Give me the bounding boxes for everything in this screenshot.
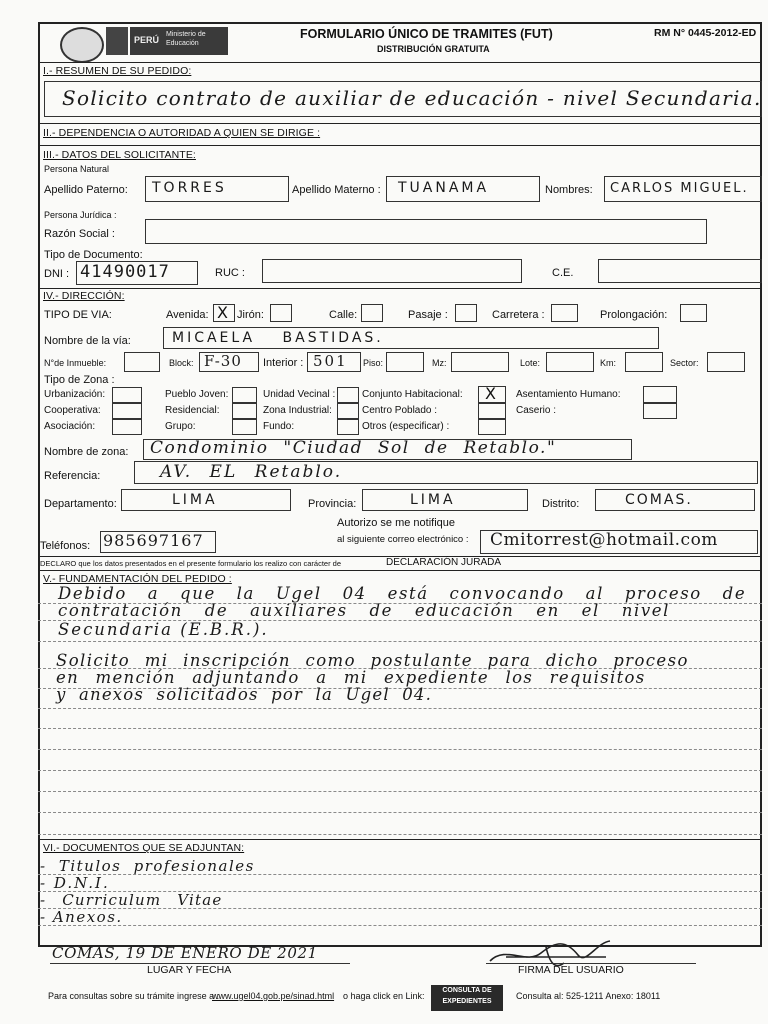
- calle-label: Calle:: [329, 309, 358, 321]
- lugar-fecha-label: LUGAR Y FECHA: [147, 964, 232, 976]
- footer-consultas: Para consultas sobre su trámite ingrese a :: [48, 991, 220, 1001]
- provincia-label: Provincia:: [308, 498, 357, 510]
- unidad-vecinal-checkbox[interactable]: [337, 387, 359, 403]
- conjunto-habitacional-label: Conjunto Habitacional:: [362, 389, 463, 400]
- ruled-line: [38, 728, 762, 729]
- inmueble-field[interactable]: [124, 352, 160, 372]
- ruled-line: [38, 708, 762, 709]
- zona-industrial-checkbox[interactable]: [337, 403, 359, 419]
- avenida-label: Avenida:: [166, 309, 209, 321]
- ce-label: C.E.: [552, 267, 574, 279]
- pueblo-joven-checkbox[interactable]: [232, 387, 257, 403]
- ministry-label: Ministerio de Educación: [166, 31, 206, 47]
- apellido-materno-value: TUANAMA: [398, 180, 490, 196]
- fundo-checkbox[interactable]: [337, 419, 359, 435]
- apellido-materno-label: Apellido Materno :: [292, 184, 381, 196]
- calle-checkbox[interactable]: [361, 304, 383, 322]
- coat-of-arms-icon: [106, 27, 128, 55]
- autorizo-email-label: al siguiente correo electrónico :: [337, 534, 469, 545]
- departamento-value: LIMA: [172, 492, 218, 508]
- autorizo-label: Autorizo se me notifique: [337, 517, 456, 529]
- peru-label: PERÚ: [134, 35, 160, 45]
- documento-item: - D.N.I.: [40, 874, 110, 892]
- documento-item: - Anexos.: [40, 908, 123, 926]
- divider: [38, 145, 762, 146]
- cooperativa-label: Cooperativa:: [44, 405, 101, 416]
- conjunto-check-mark: X: [485, 384, 496, 403]
- documento-item: - Curriculum Vitae: [40, 891, 223, 909]
- razon-social-field[interactable]: [145, 219, 707, 244]
- tipo-documento-label: Tipo de Documento:: [44, 249, 143, 261]
- ruled-line: [38, 925, 762, 926]
- ruled-line: [38, 749, 762, 750]
- fundamentacion-line: Secundaria (E.B.R.).: [58, 620, 269, 639]
- section-5-heading: V.- FUNDAMENTACIÓN DEL PEDIDO :: [43, 573, 232, 585]
- form-subtitle: DISTRIBUCIÓN GRATUITA: [377, 44, 490, 54]
- ruled-line: [38, 834, 762, 835]
- caserio-checkbox[interactable]: [643, 403, 677, 419]
- telefonos-value: 985697167: [103, 531, 204, 550]
- divider: [38, 62, 762, 63]
- divider: [38, 839, 762, 840]
- interior-label: Interior :: [263, 357, 304, 369]
- referencia-value: AV. EL Retablo.: [160, 462, 343, 482]
- ruc-field[interactable]: [262, 259, 522, 283]
- distrito-label: Distrito:: [542, 498, 580, 510]
- departamento-label: Departamento:: [44, 498, 117, 510]
- ruled-line: [38, 791, 762, 792]
- cooperativa-checkbox[interactable]: [112, 403, 142, 419]
- pueblo-joven-label: Pueblo Joven:: [165, 389, 229, 400]
- razon-social-label: Razón Social :: [44, 228, 115, 240]
- otros-label: Otros (especificar) :: [362, 421, 450, 432]
- jiron-checkbox[interactable]: [270, 304, 292, 322]
- persona-juridica-label: Persona Jurídica :: [44, 210, 117, 220]
- block-value: F-30: [204, 352, 242, 370]
- grupo-checkbox[interactable]: [232, 419, 257, 435]
- caserio-label: Caserio :: [516, 405, 557, 416]
- asentamiento-humano-checkbox[interactable]: [643, 386, 677, 403]
- ruc-label: RUC :: [215, 267, 245, 279]
- section-1-heading: I.- RESUMEN DE SU PEDIDO:: [43, 65, 192, 77]
- referencia-label: Referencia:: [44, 470, 101, 482]
- dni-value: 41490017: [80, 262, 170, 282]
- section-2-heading: II.- DEPENDENCIA O AUTORIDAD A QUIEN SE DIRIGE :: [43, 127, 321, 139]
- telefonos-label: Teléfonos:: [40, 540, 91, 552]
- km-field[interactable]: [625, 352, 663, 372]
- provincia-value: LIMA: [410, 492, 456, 508]
- lugar-fecha-value: COMAS, 19 DE ENERO DE 2021: [52, 944, 318, 962]
- ruled-line: [38, 770, 762, 771]
- ruled-line: [38, 812, 762, 813]
- form-title: FORMULARIO ÚNICO DE TRAMITES (FUT): [300, 27, 553, 41]
- ruled-line: [38, 641, 762, 642]
- fundamentacion-line: en mención adjuntando a mi expediente los requisitos: [56, 668, 646, 687]
- mz-label: Mz:: [432, 358, 447, 368]
- consulta-expedientes-link[interactable]: CONSULTA DE EXPEDIENTES: [431, 985, 503, 1011]
- urbanizacion-label: Urbanización:: [44, 389, 106, 400]
- rm-number: RM N° 0445-2012-ED: [654, 27, 757, 39]
- persona-natural-label: Persona Natural: [44, 164, 110, 174]
- divider: [38, 123, 762, 124]
- asociacion-checkbox[interactable]: [112, 419, 142, 435]
- declaracion-jurada: DECLARACIÓN JURADA: [386, 557, 502, 568]
- fundamentacion-line: Solicito mi inscripción como postulante para dicho proceso: [56, 651, 689, 670]
- apellido-paterno-value: TORRES: [152, 180, 227, 196]
- pasaje-checkbox[interactable]: [455, 304, 477, 322]
- asentamiento-humano-label: Asentamiento Humano:: [516, 389, 621, 400]
- fundo-label: Fundo:: [263, 421, 295, 432]
- fundamentacion-line: y anexos solicitados por la Ugel 04.: [56, 685, 433, 704]
- email-value: Cmitorrest@hotmail.com: [490, 530, 718, 550]
- centro-poblado-label: Centro Poblado :: [362, 405, 438, 416]
- lote-field[interactable]: [546, 352, 594, 372]
- sector-field[interactable]: [707, 352, 745, 372]
- footer-click: o haga click en Link:: [343, 991, 425, 1001]
- residencial-checkbox[interactable]: [232, 403, 257, 419]
- centro-poblado-checkbox[interactable]: [478, 403, 506, 419]
- distrito-value: COMAS.: [625, 492, 693, 508]
- firma-label: FIRMA DEL USUARIO: [518, 964, 624, 976]
- tipo-zona-label: Tipo de Zona :: [44, 374, 115, 386]
- footer-url-link[interactable]: www.ugel04.gob.pe/sinad.html: [212, 991, 335, 1001]
- section-4-heading: IV.- DIRECCIÓN:: [43, 290, 125, 302]
- residencial-label: Residencial:: [165, 405, 220, 416]
- tipo-via-label: TIPO DE VIA:: [44, 309, 112, 321]
- prolongacion-label: Prolongación:: [600, 309, 668, 321]
- footer-telefono: Consulta al: 525-1211 Anexo: 18011: [516, 991, 661, 1001]
- fundamentacion-line: Debido a que la Ugel 04 está convocando al proceso de: [58, 584, 747, 603]
- piso-field[interactable]: [386, 352, 424, 372]
- nombre-zona-value: Condominio "Ciudad Sol de Retablo.": [150, 438, 557, 458]
- sector-label: Sector:: [670, 358, 699, 368]
- nombres-label: Nombres:: [545, 184, 593, 196]
- interior-value: 501: [313, 352, 348, 370]
- fundamentacion-line: contratación de auxiliares de educación en el nivel: [58, 601, 671, 620]
- block-label: Block:: [169, 358, 194, 368]
- nombres-value: CARLOS MIGUEL.: [610, 181, 749, 196]
- prolongacion-checkbox[interactable]: [680, 304, 707, 322]
- ce-field[interactable]: [598, 259, 762, 283]
- pasaje-label: Pasaje :: [408, 309, 448, 321]
- section-3-heading: III.- DATOS DEL SOLICITANTE:: [43, 149, 196, 161]
- nombre-zona-label: Nombre de zona:: [44, 446, 129, 458]
- carretera-checkbox[interactable]: [551, 304, 578, 322]
- zona-industrial-label: Zona Industrial:: [263, 405, 332, 416]
- nombre-via-value: MICAELA BASTIDAS.: [172, 330, 384, 346]
- jiron-label: Jirón:: [237, 309, 264, 321]
- pedido-text: Solicito contrato de auxiliar de educación - nivel Secundaria.: [62, 86, 762, 110]
- apellido-paterno-label: Apellido Paterno:: [44, 184, 128, 196]
- piso-label: Piso:: [363, 358, 384, 368]
- documento-item: - Titulos profesionales: [40, 857, 255, 875]
- nombre-via-label: Nombre de la vía:: [44, 335, 131, 347]
- mz-field[interactable]: [451, 352, 509, 372]
- lote-label: Lote:: [520, 358, 541, 368]
- grupo-label: Grupo:: [165, 421, 196, 432]
- km-label: Km:: [600, 358, 617, 368]
- declaro-text: DECLARO que los datos presentados en el presente formulario los realizo con carácter de: [40, 559, 341, 568]
- otros-field[interactable]: [478, 419, 506, 435]
- divider: [38, 288, 762, 289]
- carretera-label: Carretera :: [492, 309, 545, 321]
- dni-label: DNI :: [44, 268, 70, 280]
- ministry-banner: [130, 27, 228, 55]
- inmueble-label: N°de Inmueble:: [44, 358, 107, 368]
- avenida-check-mark: X: [217, 303, 228, 322]
- seal-logo: [60, 27, 104, 63]
- unidad-vecinal-label: Unidad Vecinal :: [263, 389, 336, 400]
- divider: [38, 570, 762, 571]
- urbanizacion-checkbox[interactable]: [112, 387, 142, 403]
- asociacion-label: Asociación:: [44, 421, 96, 432]
- section-6-heading: VI.- DOCUMENTOS QUE SE ADJUNTAN:: [43, 842, 245, 854]
